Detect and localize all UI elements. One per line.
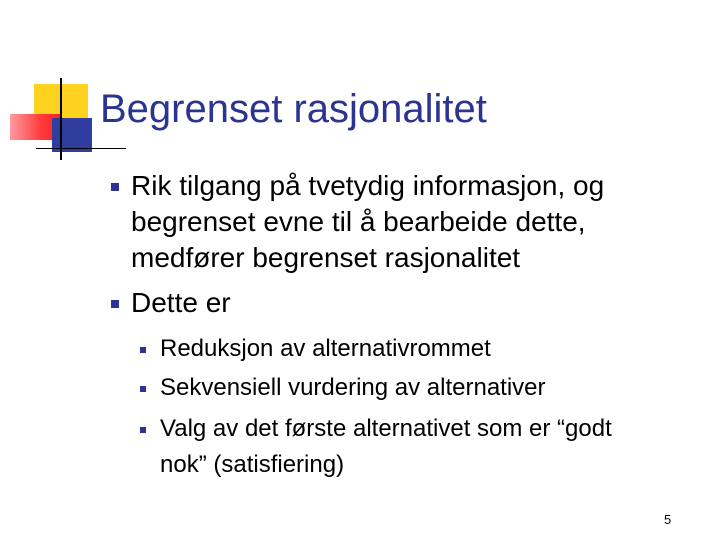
slide-logo-decoration bbox=[0, 0, 110, 170]
square-bullet-icon bbox=[111, 183, 119, 191]
square-bullet-icon bbox=[140, 347, 146, 353]
bullet-text-line: Dette er bbox=[131, 287, 231, 318]
square-bullet-icon bbox=[140, 386, 146, 392]
logo-blue-square bbox=[52, 118, 92, 152]
logo-horizontal-line bbox=[36, 148, 126, 149]
page-number: 5 bbox=[664, 512, 672, 527]
sub-bullet-text-line: Sekvensiell vurdering av alternativer bbox=[160, 374, 546, 401]
square-bullet-icon bbox=[111, 300, 119, 308]
bullet-text-line: medfører begrenset rasjonalitet bbox=[131, 242, 521, 273]
square-bullet-icon bbox=[140, 427, 146, 433]
sub-bullet-text-line: Valg av det første alternativet som er “godt bbox=[160, 415, 612, 442]
sub-bullet-text-line: nok” (satisfiering) bbox=[160, 451, 345, 478]
bullet-text-line: Rik tilgang på tvetydig informasjon, og bbox=[131, 170, 605, 201]
bullet-text-line: begrenset evne til å bearbeide dette, bbox=[131, 206, 586, 237]
slide-title: Begrenset rasjonalitet bbox=[100, 87, 487, 131]
sub-bullet-text-line: Reduksjon av alternativrommet bbox=[160, 335, 491, 362]
